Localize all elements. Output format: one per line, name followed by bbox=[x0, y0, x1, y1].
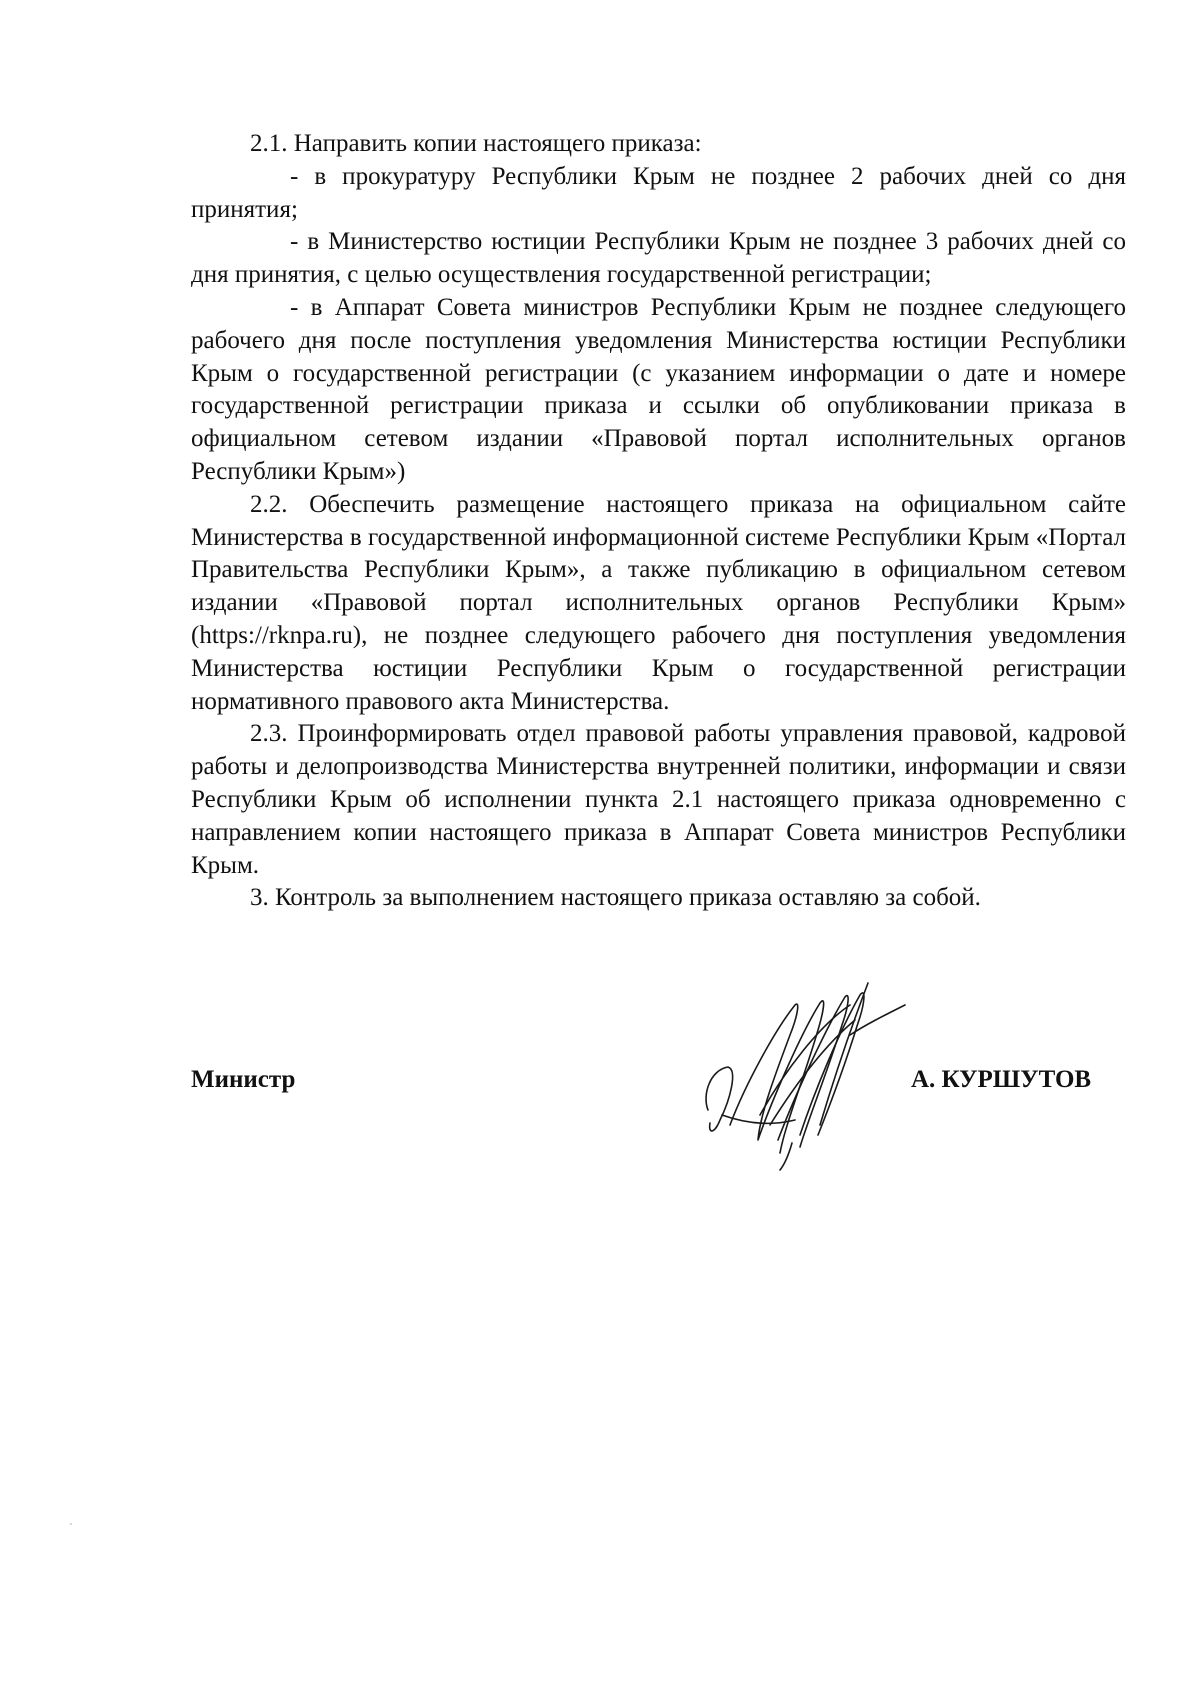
paragraph-2-1-council-apparatus: - в Аппарат Совета министров Республики Крым не позднее следующего рабочего дня после поступления уведомления Министерства юстиции Республики Крым о государственной регистрации (с указанием информации о дате и номере государственной регистрации приказа и ссылки об опубликовании приказа в официальном сетевом издании «Правовой портал исполнительных органов Республики Крым») bbox=[191, 293, 1126, 485]
paragraph-2-1: 2.1. Направить копии настоящего приказа: bbox=[250, 130, 702, 157]
signatory-title: Министр bbox=[191, 1066, 296, 1093]
paragraph-2-1-ministry-of-justice: - в Министерство юстиции Республики Крым не позднее 3 рабочих дней со дня принятия, с целью осуществления государственной регистрации; bbox=[191, 228, 1126, 289]
paragraph-3: 3. Контроль за выполнением настоящего приказа оставляю за собой. bbox=[250, 884, 981, 912]
document-body bbox=[191, 128, 1126, 915]
paragraph-2-3: 2.3. Проинформировать отдел правовой работы управления правовой, кадровой работы и делопроизводства Министерства внутренней политики, информации и связи Республики Крым об исполнении пункта 2.1 настоящего приказа одновременно с направлением копии настоящего приказа в Аппарат Совета министров Республики Крым. bbox=[191, 720, 1126, 879]
paragraph-2-1-prosecutor: - в прокуратуру Республики Крым не позднее 2 рабочих дней со дня принятия; bbox=[191, 162, 1126, 223]
scan-speck bbox=[70, 1523, 72, 1525]
paragraph-2-2: 2.2. Обеспечить размещение настоящего приказа на официальном сайте Министерства в государственной информационной системе Республики Крым «Портал Правительства Республики Крым», а также публикацию в официальном сетевом издании «Правовой портал исполнительных органов Республики Крым» (https://rknpa.ru), не позднее следующего рабочего дня поступления уведомления Министерства юстиции Республики Крым о государственной регистрации нормативного правового акта Министерства. bbox=[191, 490, 1126, 715]
handwritten-signature bbox=[700, 975, 930, 1175]
signatory-name: А. КУРШУТОВ bbox=[911, 1066, 1092, 1093]
